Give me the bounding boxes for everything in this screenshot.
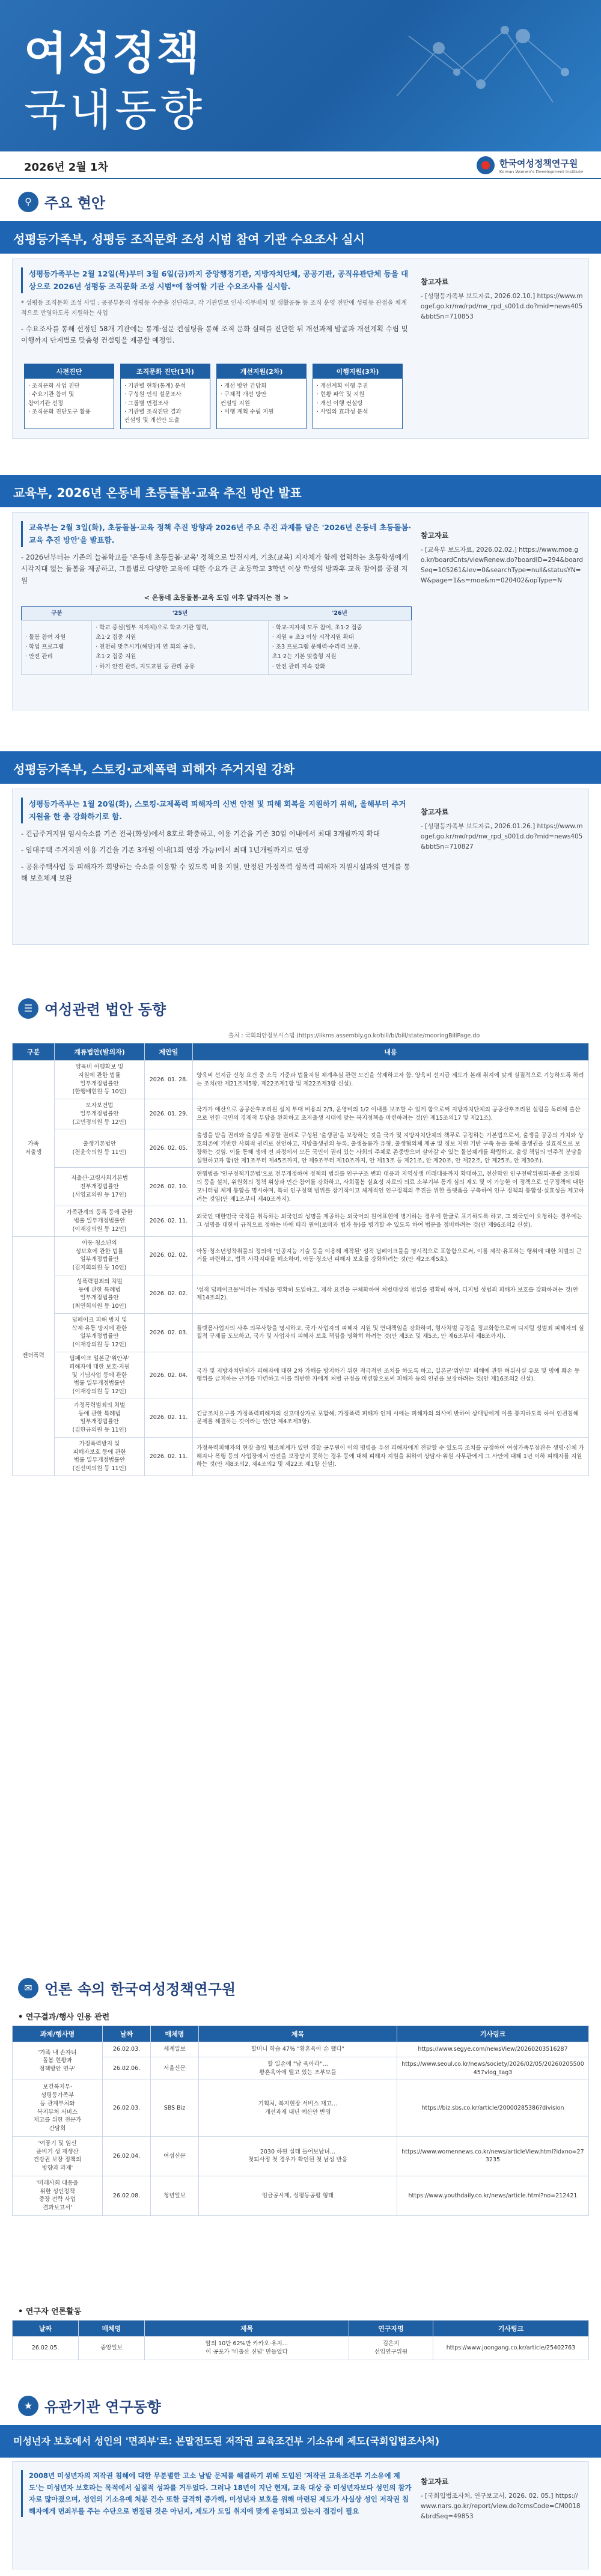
org-sub: Korean Women's Development Institute [499,169,583,174]
section-title: 주요 현안 [44,195,106,212]
compare-table-title: < 온동네 초등돌봄·교육 도입 이후 달라지는 점 > [144,594,289,602]
press-table2-wrap [12,2320,589,2360]
table-row: 가정폭력범죄의 처벌 등에 관한 특례법 일부개정법률안 (김한규의원 등 11인) 2026. 02. 11. 긴급조치요구를 가정폭력피해자의 신고대상자로 포함해, 가정폭력 피해자 인계 시에는 피해자의 의사에 반하여 상대방에게 이를 통지하도록 하여 인권침해 문제를 해결하는 것이라는 안(안 제4조제3항). [13,1399,589,1437]
law-table-wrap [12,1043,589,1476]
related-bar: 미성년자 보호에서 성인의 '면죄부'로: 본말전도된 저작권 교육조건부 기소유예 제도(국회입법조사처) [0,2425,601,2458]
section-law: ☰ 여성관련 법안 동향 [18,998,166,1019]
search-icon: ⚲ [18,192,38,212]
section-main-news [18,191,105,212]
flow-step: 개선지원(2차) · 개선 방안 간담회 · 구체적 개선 방안 컨설팅 지원 · 이행 계획 수립 지원 [216,364,307,429]
page-subtitle: 국내동향 [24,85,206,135]
article-link[interactable]: https://www.joongang.co.kr/article/25402763 [433,2337,589,2360]
section-related: ★ 유관기관 연구동향 [18,2395,161,2416]
news-bar-2: 교육부, 2026년 온동네 초등돌봄·교육 추진 방안 발표 [0,475,601,507]
reference-3: 참고자료 - [성평등가족부 보도자료, 2026.01.26.] https://www.mogef.go.kr/nw/rpd/nw_rpd_s001d.do?mid=news405&bbtSn=710827 [421,807,583,852]
reference-1: 참고자료 - [성평등가족부 보도자료, 2026.02.10.] https://www.mogef.go.kr/nw/rpd/nw_rpd_s001d.do?mid=news405&bbtSn=710853 [421,276,583,322]
related-body: 2008년 미성년자의 저작권 침해에 대한 무분별한 고소 남발 문제를 해결하기 위해 도입된 '저작권 교육조건부 기소유예 제도'는 미성년자 보호라는 목적에서 실질적 성과를 거두었다. 그러나 18년이 지난 현재, 교육 대상 중 미성년자보다 성인의 참가자로 많아졌으며, 성인의 기소유예 처분 건수 또한 급격히 증가해, 미성년자 보호를 위해 마련된 제도가 사실상 성인 저작권 침해자에게 면죄부를 주는 수단으로 변질된 것은 아닌지, 제도가 도입 취지에 맞게 운영되고 있는지 점검이 필요 [21,2470,412,2517]
table-row: '가족 내 손자녀 돌봄 현황과 정책방안 연구' 26.02.03. 세계일보 할머니 학습 47% "황혼육아 손 했다" https://www.segye.com/newsView/20260203516287 [13,2042,589,2057]
news-bullet: - 수요조사를 통해 선정된 58개 기관에는 통계·설문 컨설팅을 통해 조직 문화 실태를 진단한 뒤 개선과제 발굴과 개선계획 수립 및 이행까지 단계별로 맞춤형 컨설팅을 제공할 예정임. [21,324,408,345]
table-row: 딥페이크 피해 방지 및 삭제·유통 방지에 관한 일부개정법률안 (이재강의원 등 12인) 2026. 02. 03. 플랫폼사업자의 사후 의무사항을 명시하고, 국가·사업자의 피해자 지원 및 연대책임을 강화하며, 형사처벌 규정을 정교화함으로써 디지털 성범죄 피해자의 실질적 구제를 도모하고, 국가 및 사업자의 피해자 보호 책임을 명확히 하려는 것(안 제3조 및 제5조, 안 제6조부터 제8조까지). [13,1313,589,1352]
book-icon: ★ [18,2396,38,2416]
table-row: 가족 저출생 양육비 이행확보 및 지원에 관한 법률 일부개정법률안 (한행배현원 등 10인) 2026. 01. 28. 양육비 선지급 신청 요건 중 소득 기준과 법률지원 체계추심 관련 모진을 삭제하고자 함. 양육비 선지급 제도가 본래 취지에 맞게 실질적으로 기능하도록 하려는 조치(안 제21조제5항, 제22조제1항 및 제22조제3항 신설). [13,1061,589,1099]
org-logo [477,156,583,174]
flow-step: 조직문화 진단(1차) · 기관별 현황(통계) 분석 · 구성원 인식 설문조사 · 그룹별 면접조사 · 기관별 조직진단 결과 컨설팅 및 개선안 도출 [120,364,210,429]
news-bar-3: 성평등가족부, 스토킹·교제폭력 피해자 주거지원 강화 [0,751,601,784]
news-bar-1: 성평등가족부, 성평등 조직문화 조성 시범 참여 기관 수요조사 실시 [0,221,601,254]
kwdi-logo-icon [477,156,495,174]
news-body-1 [21,267,412,347]
table-row: '여풍기 및 임신 준비기 생 재생산 건강권 보장 정책의 방향과 과제' 26.02.04. 여성신문 2030 하원 실태 들어보남녀… 첫퇴사정 첫 경우가 확인된 첫 남성 반응 https://www.womennews.co.kr/news/articleView.html?idxno=273235 [13,2136,589,2176]
table-row: 모자보건법 일부개정법률안 (고민정의원 등 12인) 2026. 01. 29. 국가가 예산으로 공공산후조리원 설치 부대 비용의 2/3, 운영비의 1/2 이내를 보조할 수 있게 함으로써 지방자치단체의 공공산후조리원 설립을 독려해 출산으로 인한 국민의 경제적 부담을 완화하고 초저출생 시대에 맞는 복지정책을 마련하려는 것(안 제15조의17 및 제21조). [13,1099,589,1129]
process-flow [24,364,403,429]
article-link[interactable]: https://www.youthdaily.co.kr/news/article.html?no=212421 [397,2176,589,2215]
table-row: 26.02.05. 중앙일보 암의 10만 62%만 카카오·유지… 이 공포가 '비출산 신념' 만들었다 김은지 선임연구위원 https://www.joongang.co.kr/article/25402763 [13,2337,589,2360]
document-icon: ☰ [18,998,38,1019]
article-link[interactable]: https://www.seoul.co.kr/news/society/2026/02/05/20260205500457vlog_tag3 [397,2057,589,2080]
law-source: 출처 : 국회의안정보시스템 (https://likms.assembly.go.kr/bill/bi/bill/state/mooringBillPage.do [228,1033,480,1039]
header-banner [0,0,601,151]
table-row: 가족관계의 등록 등에 관한 법률 일부개정법률안 (이재강의원 등 12인) 2026. 02. 11. 외국인 대한민국 국적을 취득하는 외국인의 성명을 제공하는 외국어의 원어표현에 병기하는 경우에 한글로 표기하도록 하고, 그 외국인이 요청하는 경우에는 그 성명을 대한어 규칙으로 정하는 바에 따라 원어(로마자 법자 등)를 병기할 수 있도록 하여 법문을 정비하려는 것(안 제96조의2 신설). [13,1206,589,1236]
flow-step: 사전진단 · 조직문화 사업 진단 · 수요기관 참여 및 참여기관 선정 · 조직문화 진단도구 활용 [24,364,114,429]
law-table: 구분 계류법안(발의자) 제안일 내용 가족 저출생 양육비 이행확보 및 지원에 관한 법률 일부개정법률안 (한행배현원 등 10인) 2026. 01. 28. 양육비 선지급 신청 요건 중 소득 기준과 법률지원 체계추심 관련 모진을 삭제하고자 함. 양육비 선지급 제도가 본래 취지에 맞게 실질적으로 기능하도록 하려는 조치(안 제21조제5항, 제22조제1항 및 제22조제3항 신설). 모자보건법 일부개정법률안 (고민정의원 등 12인) 2026. 01. 29. 국가가 예산으로 공공산후조리원 설치 부대 비용의 2/3, 운영비의 1/2 이내를 보조할 수 있게 함으로써 지방자치단체의 공공산후조리원 설립을 독려해 출산으로 인한 국민의 경제적 부담을 완화하고 초저출생 시대에 맞는 복지정책을 마련하려는 것(안 제15조의17 및 제21조). 출생기본법안 (천윤숙의원 등 11인) 2026. 02. 05. 출생을 받을 권리와 출생을 제공할 권리로 구성된 '출생권'을 보장하는 것을 국가 및 지방자치단체의 책무로 규정하는 기본법으로서, 출생을 공공의 가치와 상호의존에 기반한 사회적 권리로 선언하고, 지방출생권의 등록, 출생돌봄가 유형, 출생협의체 제공 및 정보 지원 기반 구축 등을 통해 출생권을 실효적으로 보장하는 것임. 이를 통해 생애 전 과정에서 모든 국민이 권리 있는 사회의 주체로 존중받으며 살아갈 수 있는 돌봄체계를 확립하고, 출생 책임의 민주적 분담을 실현하고자 함(안 제1조부터 제45조까지, 안 제9조부터 제10조까지, 안 제13조 등 제21조, 안 제20조, 안 제22조, 안 제25조, 안 제30조). 저출산·고령사회기본법 전부개정법률안 (서영교의원 등 17인) 2026. 02. 10. 현행법을 '인구정책기본법'으로 전부개정하여 정책의 범위를 인구구조 변화 대응과 지역상생 미래대응까지 확대하고, 전산학인 인구전략위원회·총괄 조정회의 등을 설치, 위원회의 정책 위상과 민간 참여를 강화하고, 사회돌봄 실효성 자료의 의료 소부기부 통계 심의 제도 및 이 가능한 이 정책으로 인구정책에 대한 모니터링 체계 통합을 명시하며, 특히 인구정책 범위를 장기적이고 체계적인 인구정책의 추진을 위한 플랫폼을 구축하여 인구 정책의 통합성·실효성을 제고하려는 것임(안 제1조부터 제40조까지). 가족관계의 등록 등에 관한 법률 일부개정법률안 (이재강의원 등 12인) 2026. 02. 11. 외국인 대한민국 국적을 취득하는 외국인의 성명을 제공하는 외국어의 원어표현에 병기하는 경우에 한글로 표기하도록 하고, 그 외국인이 요청하는 경우에는 그 성명을 대한어 규칙으로 정하는 바에 따라 원어(로마자 법자 등)를 병기할 수 있도록 하여 법문을 정비하려는 것(안 제96조의2 신설). 젠더폭력 아동·청소년의 성보호에 관한 법률 일부개정법률안 (김지희의원 등 10인) 2026. 02. 02. 아동·청소년성착취물의 정의에 '인공지능 기술 등을 이용해 제작된' 성적 딥페이크물을 명시적으로 포함함으로써, 이를 제작·유포하는 행위에 대한 처벌의 근거를 마련하고, 법적 사각지대를 해소하며, 아동·청소년 피해자 보호를 강화하려는 것(안 제2조제5호). 성폭력범죄의 처벌 등에 관한 특례법 일부개정법률안 (최연희의원 등 10인) 2026. 02. 02. '성적 딥페이크물'이라는 개념을 명확히 도입하고, 제작 요건을 구체화하여 처벌대상의 범위를 명확히 하며, 디지털 성범죄 피해자 보호를 강화하려는 것(안 제14조의2). 딥페이크 피해 방지 및 삭제·유통 방지에 관한 일부개정법률안 (이재강의원 등 12인) 2026. 02. 03. 플랫폼사업자의 사후 의무사항을 명시하고, 국가·사업자의 피해자 지원 및 연대책임을 강화하며, 형사처벌 규정을 정교화함으로써 디지털 성범죄 피해자의 실질적 구제를 도모하고, 국가 및 사업자의 피해자 보호 책임을 명확히 하려는 것(안 제3조 및 제5조, 안 제6조부터 제8조까지). 딥페이크 일본군'위안부' 피해자에 대한 보호·지원 및 기념사업 등에 관한 법률 일부개정법률안 (이재강의원 등 12인) 2026. 02. 04. 국가 및 지방자치단체가 피해자에 대한 2차 가해를 방지하기 위한 적극적인 조치를 하도록 하고, 일본군'위안부' 피해에 관한 허위사실 유포 및 명예 훼손 등 행위를 금지하는 근거를 마련하고 이를 위반한 자에게 처벌 규정을 마련함으로써 피해자 등의 인권을 보장하려는 것(안 제16조의2 신설). 가정폭력범죄의 처벌 등에 관한 특례법 일부개정법률안 (김한규의원 등 11인) 2026. 02. 11. 긴급조치요구를 가정폭력피해자의 신고대상자로 포함해, 가정폭력 피해자 인계 시에는 피해자의 의사에 반하여 상대방에게 이를 통지하도록 하여 인권침해 문제를 해결하는 것이라는 안(안 제4조제3항). 가정폭력방지 및 피해자보호 등에 관한 법률 일부개정법률안 (진선미의원 등 11인) 2026. 02. 11. 가정폭력피해자의 현장 출입 협조체계가 있던 경찰 공무원이 이의 명령을 우선 피해자에게 전달할 수 있도록 조치를 규정하여 여성가족부장관은 생명·신체 가해자나 폭행 등의 사업장에서 안전을 보장받지 못하는 경우 등에 대해 피해자 지원을 위하여 상담사·위원 사무관에게 그 사안에 대해 1년 이하 피해자를 지원하는 것(안 제8조의2, 제4조의2 및 제22조 제1항 신설). [12,1043,589,1476]
table-row: 보건복지부· 성평등가족부 등 관계부처와 복지부처 서비스 제고를 위한 전문가 간담회 26.02.03. SBS Biz 기획처, 복지현장 서비스 재고… 개선과제 내년 예산안 반영 https://biz.sbs.co.kr/article/20000285386?division [13,2080,589,2137]
press-sub2: • 연구자 언론활동 [18,2307,82,2316]
page-title: 여성정책 [24,28,201,79]
megaphone-icon: ✉ [18,1978,38,1998]
compare-table: 구분 '25년 '26년 · 돌봄 참여 자원 · 학업 프로그램 · 안전 관리 · 학교 중심(일부 지자체)으로 학교·기관 협력, 초1·2 집중 지원 · 천천히 맞추시기(해당)지 연 회의 공유, 초1·2 집중 지원 · 하기 안전 관리, 지도교원 등 관리 공유 · 학교-지자체 모두 참여, 초1·2 집중 · 지원 + 초3 이상 시작지원 확대 · 초3 프로그램 문해력·수리력 보충, 초1·2는 기본 맞춤형 지원 · 안전 관리 지속 강화 [21,606,412,675]
article-link[interactable]: https://www.segye.com/newsView/20260203516287 [397,2042,589,2057]
table-row: '미래사회 대응을 위한 성인정책 중장 전략 사업 결과보고서' 26.02.08. 청년일보 임금공시제, 성평등공평 형태 https://www.youthdaily.co.kr/news/article.html?no=212421 [13,2176,589,2215]
table-row: 젠더폭력 아동·청소년의 성보호에 관한 법률 일부개정법률안 (김지희의원 등 10인) 2026. 02. 02. 아동·청소년성착취물의 정의에 '인공지능 기술 등을 이용해 제작된' 성적 딥페이크물을 명시적으로 포함함으로써, 이를 제작·유포하는 행위에 대한 처벌의 근거를 마련하고, 법적 사각지대를 해소하며, 아동·청소년 피해자 보호를 강화하려는 것(안 제2조제5호). [13,1236,589,1275]
reference-2: 참고자료 - [교육부 보도자료, 2026.02.02.] https://www.moe.go.kr/boardCnts/viewRenew.do?boardID=294&boardSeq=105261&lev=0&searchType=null&statusYN=W&page=1&s=moe&m=020402&opType=N [421,530,583,585]
reference-link[interactable]: - [교육부 보도자료, 2026.02.02.] https://www.moe.go.kr/boardCnts/viewRenew.do?boardID=294&boardSeq=105261&lev=0&searchType=null&statusYN=W&page=1&s=moe&m=020402&opType=N [421,546,583,584]
reference-link[interactable]: - [국회입법조사처, 연구보고서, 2026. 02. 05.] https://www.nars.go.kr/report/view.do?cmsCode=CM0018&brdSeq=49853 [421,2492,581,2520]
press-table-wrap [12,2025,589,2216]
reference-link[interactable]: - [성평등가족부 보도자료, 2026.02.10.] https://www.mogef.go.kr/nw/rpd/nw_rpd_s001d.do?mid=news405&bbtSn=710853 [421,293,583,320]
researcher-table: 날짜 매체명 제목 연구자명 기사링크 26.02.05. 중앙일보 암의 10만 62%만 카카오·유지… 이 공포가 '비출산 신념' 만들었다 김은지 선임연구위원 https://www.joongang.co.kr/article/25402763 [12,2320,589,2360]
flow-step: 이행지원(3차) · 개선계획 이행 추진 · 현황 파악 및 지원 · 개선 이행 컨설팅 · 사업의 효과성 분석 [313,364,403,429]
org-name: 한국여성정책연구원 [499,157,578,169]
news-body-2: 교육부는 2월 3일(화), 초등돌봄·교육 정책 추진 방향과 2026년 주요 추진 과제를 담은 '2026년 온동네 초등돌봄·교육 추진 방안'을 발표함. - 2026년부터는 기존의 늘봄학교를 '온동네 초등돌봄·교육' 정책으로 발전시켜, 기초(교육) 지자체가 함께 협력하는 초등학생에게 시각지대 없는 돌봄을 제공하고, 그룹별로 다양한 교육에 대한 수요가 큰 초등학교 3학년 이상 학생의 방과후 교육 참여를 중점 지원 < 온동네 초등돌봄·교육 도입 이후 달라지는 점 > 구분 '25년 '26년 · 돌봄 참여 자원 · 학업 프로그램 · 안전 관리 · 학교 중심(일부 지자체)으로 학교·기관 협력, 초1·2 집중 지원 · 천천히 맞추시기(해당)지 연 회의 공유, 초1·2 집중 지원 · 하기 안전 관리, 지도교원 등 관리 공유 · 학교-지자체 모두 참여, 초1·2 집중 · 지원 + 초3 이상 시작지원 확대 · 초3 프로그램 문해력·수리력 보충, 초1·2는 기본 맞춤형 지원 · 안전 관리 지속 강화 [21,521,412,675]
table-row: 딥페이크 일본군'위안부' 피해자에 대한 보호·지원 및 기념사업 등에 관한 법률 일부개정법률안 (이재강의원 등 12인) 2026. 02. 04. 국가 및 지방자치단체가 피해자에 대한 2차 가해를 방지하기 위한 적극적인 조치를 하도록 하고, 일본군'위안부' 피해에 관한 허위사실 유포 및 명예 훼손 등 행위를 금지하는 근거를 마련하고 이를 위반한 자에게 처벌 규정을 마련함으로써 피해자 등의 인권을 보장하려는 것(안 제16조의2 신설). [13,1352,589,1399]
section-press: ✉ 언론 속의 한국여성정책연구원 [18,1977,236,1998]
table-row: 26.02.06. 서울신문 할 일손에 "남 육아라"… 황혼육아에 떨고 있는 조부모들 https://www.seoul.co.kr/news/society/2026/02/05/20260205500457vlog_tag3 [13,2057,589,2080]
table-row: 성폭력범죄의 처벌 등에 관한 특례법 일부개정법률안 (최연희의원 등 10인) 2026. 02. 02. '성적 딥페이크물'이라는 개념을 명확히 도입하고, 제작 요건을 구체화하여 처벌대상의 범위를 명확히 하며, 디지털 성범죄 피해자 보호를 강화하려는 것(안 제14조의2). [13,1275,589,1313]
news-note: * 성평등 조직문화 조성 사업 : 공공부문의 성평등 수준을 진단하고, 각 기관별로 인사·직무배치 및 생활공동 등 조직 운영 전반에 성평등 관점을 체계적으로 반영하도록 지원하는 사업 [21,299,407,317]
article-link[interactable]: https://biz.sbs.co.kr/article/20000285386?division [397,2080,589,2137]
table-row: 출생기본법안 (천윤숙의원 등 11인) 2026. 02. 05. 출생을 받을 권리와 출생을 제공할 권리로 구성된 '출생권'을 보장하는 것을 국가 및 지방자치단체의 책무로 규정하는 기본법으로서, 출생을 공공의 가치와 상호의존에 기반한 사회적 권리로 선언하고, 지방출생권의 등록, 출생돌봄가 유형, 출생협의체 제공 및 정보 지원 기반 구축 등을 통해 출생권을 실효적으로 보장하는 것임. 이를 통해 생애 전 과정에서 모든 국민이 권리 있는 사회의 주체로 존중받으며 살아갈 수 있는 돌봄체계를 확립하고, 출생 책임의 민주적 분담을 실현하고자 함(안 제1조부터 제45조까지, 안 제9조부터 제10조까지, 안 제13조 등 제21조, 안 제20조, 안 제22조, 안 제25조, 안 제30조). [13,1129,589,1168]
issue-date: 2026년 2월 1차 [24,161,108,174]
article-link[interactable]: https://www.womennews.co.kr/news/articleView.html?idxno=273235 [397,2136,589,2176]
table-row: 저출산·고령사회기본법 전부개정법률안 (서영교의원 등 17인) 2026. 02. 10. 현행법을 '인구정책기본법'으로 전부개정하여 정책의 범위를 인구구조 변화 대응과 지역상생 미래대응까지 확대하고, 전산학인 인구전략위원회·총괄 조정회의 등을 설치, 위원회의 정책 위상과 민간 참여를 강화하고, 사회돌봄 실효성 자료의 의료 소부기부 통계 심의 제도 및 이 가능한 이 정책으로 인구정책에 대한 모니터링 체계 통합을 명시하며, 특히 인구정책 범위를 장기적이고 체계적인 인구정책의 추진을 위한 플랫폼을 구축하여 인구 정책의 통합성·실효성을 제고하려는 것임(안 제1조부터 제40조까지). [13,1168,589,1206]
table-row: 가정폭력방지 및 피해자보호 등에 관한 법률 일부개정법률안 (진선미의원 등 11인) 2026. 02. 11. 가정폭력피해자의 현장 출입 협조체계가 있던 경찰 공무원이 이의 명령을 우선 피해자에게 전달할 수 있도록 조치를 규정하여 여성가족부장관은 생명·신체 가해자나 폭행 등의 사업장에서 안전을 보장받지 못하는 경우 등에 대해 피해자 지원을 위하여 상담사·위원 사무관에게 그 사안에 대해 1년 이하 피해자를 지원하는 것(안 제8조의2, 제4조의2 및 제22조 제1항 신설). [13,1437,589,1476]
issue-bar [0,151,601,179]
decorative-network-icon [385,12,583,120]
reference-link[interactable]: - [성평등가족부 보도자료, 2026.01.26.] https://www.mogef.go.kr/nw/rpd/nw_rpd_s001d.do?mid=news405&bbtSn=710827 [421,823,583,850]
reference-4: 참고자료 - [국회입법조사처, 연구보고서, 2026. 02. 05.] https://www.nars.go.kr/report/view.do?cmsCode=CM0018&brdSeq=49853 [421,2476,583,2522]
press-sub1: • 연구결과/행사 인용 관련 [18,2013,110,2022]
news-lead: 성평등가족부는 2월 12일(목)부터 3월 6일(금)까지 중앙행정기관, 지방자치단체, 공공기관, 공직유관단체 등을 대상으로 2026년 성평등 조직문화 조성 시범*에 참여할 기관 수요조사를 실시함. [21,267,412,293]
news-body-3: 성평등가족부는 1월 20일(화), 스토킹·교제폭력 피해자의 신변 안전 및 피해 회복을 지원하기 위해, 올해부터 주거지원을 한 층 강화하기로 함. - 긴급주거지원 임시숙소를 기존 전국(화성)에서 8호로 확충하고, 이용 기간을 기존 30일 이내에서 최대 3개월까지 확대 - 임대주택 주거지원 이용 기간을 기존 3개월 이내(1회 연장 가능)에서 최대 1년개월까지로 연장 - 공유주택사업 등 피해자가 희망하는 숙소를 이용할 수 있도록 비용 지원, 안정된 가정폭력 성폭력 피해자 지원시설과의 연계를 통해 보호체계 보완 [21,798,412,885]
press-table: 과제/행사명 날짜 매체명 제목 기사링크 '가족 내 손자녀 돌봄 현황과 정책방안 연구' 26.02.03. 세계일보 할머니 학습 47% "황혼육아 손 했다" https://www.segye.com/newsView/20260203516287 26.02.06. 서울신문 할 일손에 "남 육아라"… 황혼육아에 떨고 있는 조부모들 https://www.seoul.co.kr/news/society/2026/02/05/20260205500457vlog_tag3 보건복지부· 성평등가족부 등 관계부처와 복지부처 서비스 제고를 위한 전문가 간담회 26.02.03. SBS Biz 기획처, 복지현장 서비스 재고… 개선과제 내년 예산안 반영 https://biz.sbs.co.kr/article/20000285386?division '여풍기 및 임신 준비기 생 재생산 건강권 보장 정책의 방향과 과제' 26.02.04. 여성신문 2030 하원 실태 들어보남녀… 첫퇴사정 첫 경우가 확인된 첫 남성 반응 https://www.womennews.co.kr/news/articleView.html?idxno=273235 '미래사회 대응을 위한 성인정책 중장 전략 사업 결과보고서' 26.02.08. 청년일보 임금공시제, 성평등공평 형태 https://www.youthdaily.co.kr/news/article.html?no=212421 [12,2025,589,2216]
